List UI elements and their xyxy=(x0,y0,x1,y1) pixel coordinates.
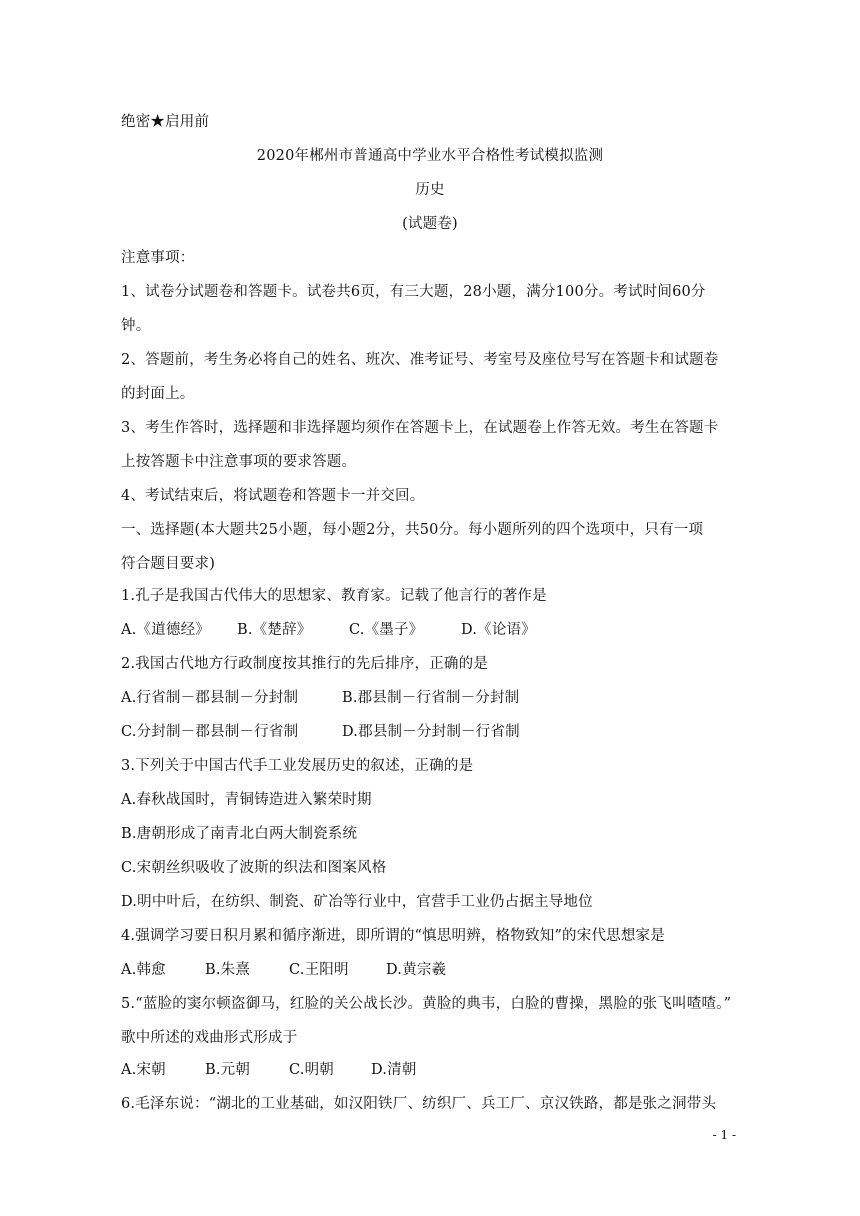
q5-option-d: D.清朝 xyxy=(371,1062,417,1078)
q4-options xyxy=(121,960,446,980)
q3-option-b: B.唐朝形成了南青北白两大制瓷系统 xyxy=(121,826,358,842)
q5-options xyxy=(121,1060,417,1080)
secret-mark: 绝密★启用前 xyxy=(121,114,210,130)
q2-options-row2 xyxy=(121,722,520,742)
notes-heading: 注意事项： xyxy=(121,250,195,266)
q5-option-c: C.明朝 xyxy=(289,1062,334,1078)
q3-option-a: A.春秋战国时，青铜铸造进入繁荣时期 xyxy=(121,792,372,808)
note-line: 上按答题卡中注意事项的要求答题。 xyxy=(121,454,357,470)
q4-option-a: A.韩愈 xyxy=(121,962,166,978)
q2-option-a: A.行省制－郡县制－分封制 xyxy=(121,690,299,706)
q2-option-b: B.郡县制－行省制－分封制 xyxy=(342,690,520,706)
q5-option-b: B.元朝 xyxy=(205,1062,251,1078)
q1-options xyxy=(121,620,536,640)
exam-title: 2020年郴州市普通高中学业水平合格性考试模拟监测 xyxy=(256,148,604,164)
q4-stem: 4.强调学习要日积月累和循序渐进，即所谓的“慎思明辨，格物致知”的宋代思想家是 xyxy=(121,928,665,944)
q2-stem: 2.我国古代地方行政制度按其推行的先后排序，正确的是 xyxy=(121,656,489,672)
page-number: - 1 - xyxy=(712,1128,736,1142)
q1-option-a: A.《道德经》 xyxy=(121,622,210,638)
q2-option-c: C.分封制－郡县制－行省制 xyxy=(121,724,299,740)
subject-title: 历史 xyxy=(415,182,445,198)
q5-stem: 5.“蓝脸的窦尔顿盗御马，红脸的关公战长沙。黄脸的典韦，白脸的曹操，黑脸的张飞叫喳喳。” xyxy=(121,996,732,1012)
q2-option-d: D.郡县制－分封制－行省制 xyxy=(342,724,520,740)
q3-option-c: C.宋朝丝织吸收了波斯的织法和图案风格 xyxy=(121,860,387,876)
q1-option-b: B.《楚辞》 xyxy=(237,622,312,638)
q3-stem: 3.下列关于中国古代手工业发展历史的叙述，正确的是 xyxy=(121,758,474,774)
q1-option-d: D.《论语》 xyxy=(461,622,536,638)
q1-option-c: C.《墨子》 xyxy=(349,622,424,638)
q4-option-c: C.王阳明 xyxy=(289,962,349,978)
note-line: 1、试卷分试题卷和答题卡。试卷共6页，有三大题，28小题，满分100分。考试时间60分 xyxy=(121,284,706,300)
note-line: 钟。 xyxy=(121,318,151,334)
note-line: 4、考试结束后，将试题卷和答题卡一并交回。 xyxy=(121,488,425,504)
section-heading: 一、选择题(本大题共25小题，每小题2分，共50分。每小题所列的四个选项中，只有一项 xyxy=(121,522,704,538)
q5-option-a: A.宋朝 xyxy=(121,1062,166,1078)
q5-stem-cont: 歌中所述的戏曲形式形成于 xyxy=(121,1030,298,1046)
section-heading-cont: 符合题目要求) xyxy=(121,556,216,572)
q6-stem: 6.毛泽东说：“湖北的工业基础，如汉阳铁厂、纺织厂、兵工厂、京汉铁路，都是张之洞带头 xyxy=(121,1096,717,1112)
q4-option-b: B.朱熹 xyxy=(205,962,251,978)
q2-options-row1 xyxy=(121,688,519,708)
q1-stem: 1.孔子是我国古代伟大的思想家、教育家。记载了他言行的著作是 xyxy=(121,588,547,604)
note-line: 的封面上。 xyxy=(121,386,195,402)
note-line: 2、答题前，考生务必将自己的姓名、班次、准考证号、考室号及座位号写在答题卡和试题卷 xyxy=(121,352,719,368)
paper-type: (试题卷) xyxy=(402,216,458,232)
q4-option-d: D.黄宗羲 xyxy=(386,962,447,978)
q3-option-d: D.明中叶后，在纺织、制瓷、矿冶等行业中，官营手工业仍占据主导地位 xyxy=(121,894,593,910)
note-line: 3、考生作答时，选择题和非选择题均须作在答题卡上，在试题卷上作答无效。考生在答题卡 xyxy=(121,420,719,436)
